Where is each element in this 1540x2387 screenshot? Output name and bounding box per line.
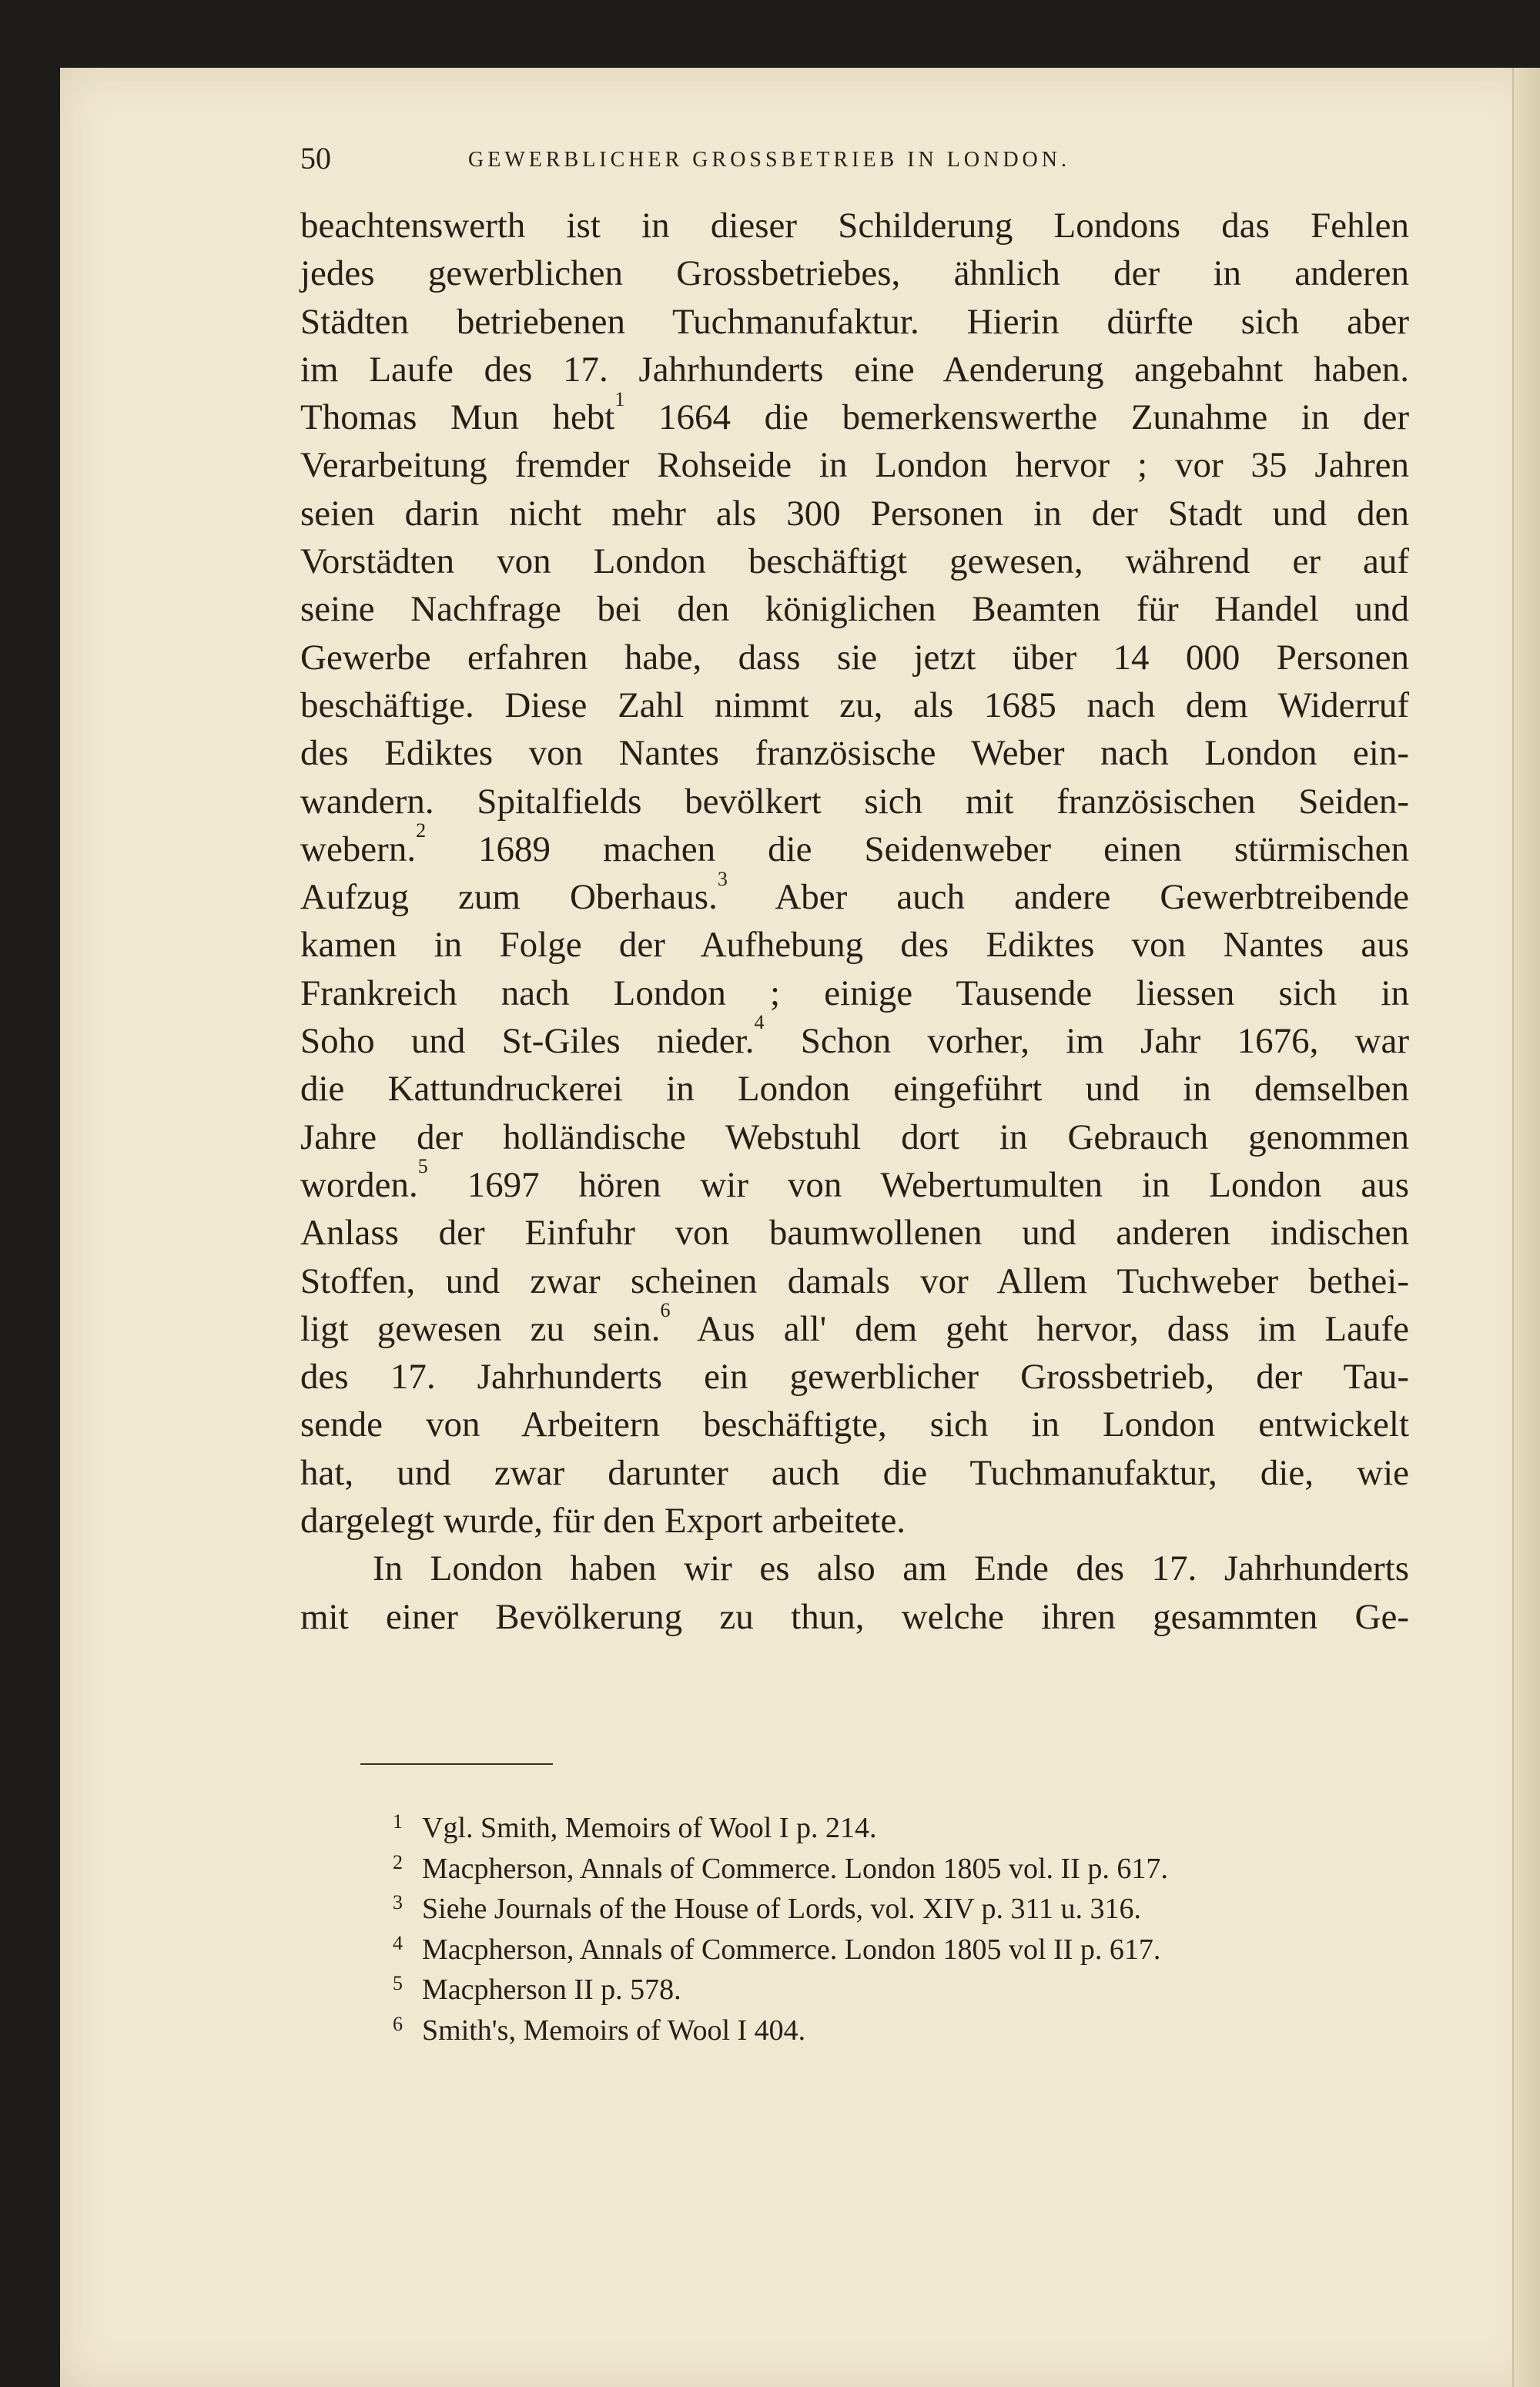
footnote-divider	[360, 1763, 553, 1765]
footnote-text: Siehe Journals of the House of Lords, vol. XIV p. 311 u. 316.	[422, 1893, 1142, 1925]
footnote-number: 6	[393, 2012, 403, 2035]
footnote-text: Macpherson, Annals of Commerce. London 1805 vol. II p. 617.	[422, 1852, 1168, 1885]
text-line: dargelegt wurde, für den Export arbeitete.	[300, 1501, 906, 1542]
footnote-text: Macpherson II p. 578.	[422, 1974, 681, 2006]
footnote-text: Vgl. Smith, Memoirs of Wool I p. 214.	[422, 1812, 877, 1844]
text-fragment: Aus all' dem geht hervor, dass im Laufe	[696, 1308, 1409, 1349]
footnote-ref: 6	[660, 1299, 671, 1322]
text-fragment: ligt gewesen zu sein.	[300, 1308, 661, 1349]
footnote-number: 4	[393, 1931, 403, 1954]
footnote-text: Smith's, Memoirs of Wool I 404.	[422, 2014, 806, 2047]
footnote-ref: 4	[754, 1011, 765, 1034]
page-number: 50	[300, 141, 331, 176]
footnote-ref: 5	[417, 1155, 428, 1178]
text-fragment: Soho und St-Giles nieder.	[300, 1021, 755, 1062]
text-line: Städten betriebenen Tuchmanufaktur. Hierin dürfte sich aber	[300, 301, 1409, 342]
footnote	[393, 1970, 1415, 2010]
text-fragment: Aber auch andere Gewerbtreibende	[775, 877, 1409, 918]
text-fragment: webern.	[300, 829, 417, 869]
text-line: sende von Arbeitern beschäftigte, sich in London entwickelt	[300, 1404, 1409, 1445]
text-line	[300, 819, 1409, 873]
text-line: beschäftige. Diese Zahl nimmt zu, als 1685 nach dem Widerruf	[300, 685, 1409, 725]
text-line: In London haben wir es also am Ende des 17. Jahrhunderts	[373, 1548, 1409, 1589]
footnote-number: 1	[393, 1810, 403, 1833]
footnote-ref: 3	[717, 867, 728, 890]
text-line	[300, 867, 1409, 921]
text-fragment: 1664 die bemerkenswerthe Zunahme in der	[658, 397, 1409, 438]
footnote-ref: 1	[614, 387, 625, 410]
text-line: Stoffen, und zwar scheinen damals vor Allem Tuchweber bethei-	[300, 1260, 1409, 1301]
text-line: hat, und zwar darunter auch die Tuchmanufaktur, die, wie	[300, 1452, 1409, 1493]
footnote-text: Macpherson, Annals of Commerce. London 1805 vol II p. 617.	[422, 1933, 1161, 1966]
text-line	[300, 387, 1409, 441]
footnote	[393, 1849, 1415, 1890]
text-fragment: Schon vorher, im Jahr 1676, war	[800, 1021, 1409, 1062]
footnote	[393, 1808, 1415, 1849]
text-fragment: 1697 hören wir von Webertumulten in London aus	[467, 1164, 1410, 1205]
text-line: beachtenswerth ist in dieser Schilderung Londons das Fehlen	[300, 206, 1409, 246]
text-line: die Kattundruckerei in London eingeführt und in demselben	[300, 1069, 1409, 1110]
footnote-number: 5	[393, 1972, 403, 1994]
text-line: Vorstädten von London beschäftigt gewesen, während er auf	[300, 541, 1409, 582]
footnote-ref: 2	[416, 819, 427, 842]
text-line: mit einer Bevölkerung zu thun, welche ihren gesammten Ge-	[300, 1596, 1409, 1637]
footnote	[393, 1889, 1415, 1930]
footnote-number: 2	[393, 1850, 403, 1873]
text-line: wandern. Spitalfields bevölkert sich mit französischen Seiden-	[300, 781, 1409, 822]
running-title: GEWERBLICHER GROSSBETRIEB IN LONDON.	[468, 148, 1070, 172]
text-line: jedes gewerblichen Grossbetriebes, ähnlich der in anderen	[300, 253, 1409, 294]
page-edge	[1512, 68, 1540, 2387]
text-line: Frankreich nach London ; einige Tausende liessen sich in	[300, 973, 1409, 1013]
footnote	[393, 2010, 1415, 2051]
text-line	[300, 1299, 1409, 1353]
text-line: seien darin nicht mehr als 300 Personen in der Stadt und den	[300, 493, 1409, 534]
text-line: kamen in Folge der Aufhebung des Ediktes von Nantes aus	[300, 925, 1409, 966]
text-line: Anlass der Einfuhr von baumwollenen und anderen indischen	[300, 1213, 1409, 1254]
text-line: seine Nachfrage bei den königlichen Beamten für Handel und	[300, 589, 1409, 630]
text-line	[300, 1011, 1409, 1065]
footnote-number: 3	[393, 1891, 403, 1913]
text-fragment: Aufzug zum Oberhaus.	[300, 877, 718, 918]
running-head	[300, 140, 1409, 183]
text-fragment: Thomas Mun hebt	[300, 397, 615, 438]
text-line	[300, 1155, 1410, 1209]
body-text	[300, 202, 1409, 1641]
footnote	[393, 1930, 1415, 1970]
footnotes	[393, 1808, 1415, 2051]
text-line: Gewerbe erfahren habe, dass sie jetzt über 14 000 Personen	[300, 637, 1409, 678]
text-line: des 17. Jahrhunderts ein gewerblicher Grossbetrieb, der Tau-	[300, 1357, 1409, 1398]
text-fragment: 1689 machen die Seidenweber einen stürmischen	[478, 829, 1409, 869]
text-line: Verarbeitung fremder Rohseide in London hervor ; vor 35 Jahren	[300, 445, 1409, 486]
text-line: Jahre der holländische Webstuhl dort in Gebrauch genommen	[300, 1116, 1409, 1157]
text-fragment: worden.	[300, 1164, 418, 1205]
text-line: des Ediktes von Nantes französische Weber nach London ein-	[300, 733, 1409, 774]
text-line: im Laufe des 17. Jahrhunderts eine Aenderung angebahnt haben.	[300, 349, 1409, 390]
